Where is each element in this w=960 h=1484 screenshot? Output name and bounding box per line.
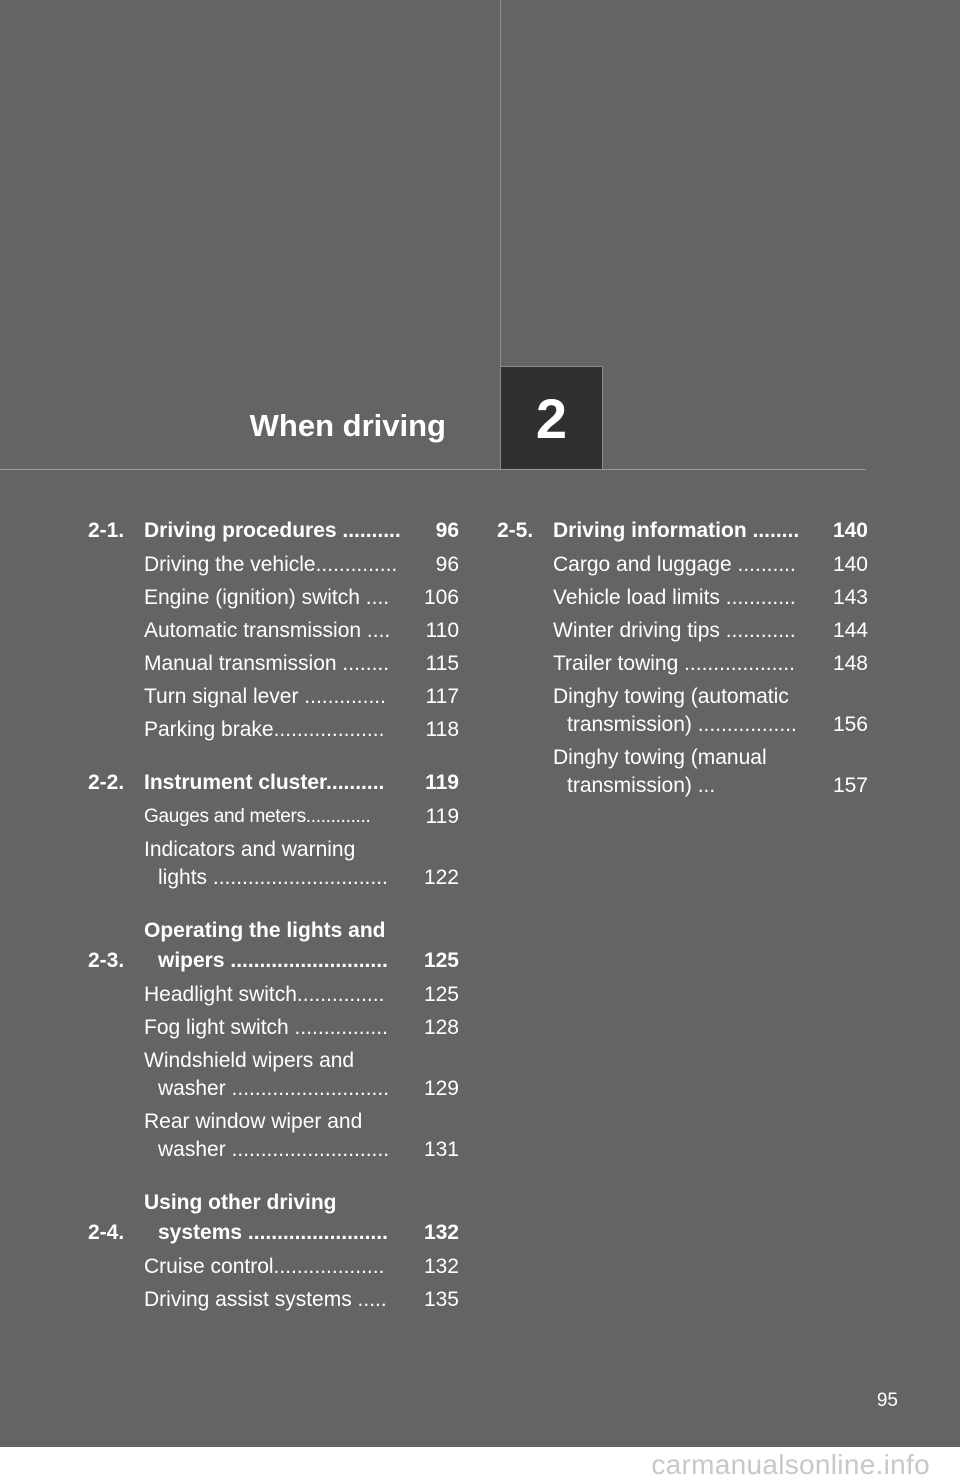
entry-page: 106 <box>423 586 459 609</box>
section-page: 132 <box>423 1221 459 1244</box>
entry-page: 129 <box>423 1077 459 1100</box>
entry-page: 135 <box>423 1288 459 1311</box>
section-page: 125 <box>423 949 459 972</box>
entry-page: 125 <box>423 983 459 1006</box>
entry-title: Parking brake................... <box>144 718 385 741</box>
entry-page: 122 <box>423 866 459 889</box>
entry-page: 156 <box>832 713 868 736</box>
toc-section-heading[interactable] <box>88 768 459 798</box>
section-number: 2-4. <box>88 1221 125 1244</box>
entry-title: Cruise control................... <box>144 1255 385 1278</box>
entry-page: 132 <box>423 1255 459 1278</box>
entry-page: 157 <box>832 774 868 797</box>
entry-page: 148 <box>832 652 868 675</box>
entry-title: Dinghy towing (manual transmission) ... <box>553 746 767 797</box>
entry-title: Rear window wiper and washer ........................... <box>144 1110 390 1161</box>
toc-entry[interactable] <box>88 1253 459 1281</box>
entry-title: Engine (ignition) switch .... <box>144 586 390 609</box>
section-title: Using other driving systems ........................ <box>144 1191 388 1244</box>
entry-title: Fog light switch ................ <box>144 1016 388 1039</box>
toc-entry[interactable] <box>88 683 459 711</box>
entry-page: 115 <box>425 652 459 675</box>
toc-entry[interactable] <box>88 1014 459 1042</box>
section-page: 140 <box>832 519 868 542</box>
section-title: Driving information ........ <box>553 519 800 542</box>
toc-entry[interactable] <box>497 551 868 579</box>
section-number: 2-3. <box>88 949 125 972</box>
section-title: Operating the lights and wipers ........................... <box>144 919 388 972</box>
toc-section-heading[interactable] <box>88 1188 459 1248</box>
entry-page: 140 <box>832 553 868 576</box>
toc-entry[interactable] <box>497 584 868 612</box>
entry-title: Winter driving tips ............ <box>553 619 796 642</box>
entry-title: Driving assist systems ..... <box>144 1288 387 1311</box>
entry-title: Cargo and luggage .......... <box>553 553 796 576</box>
entry-title: Indicators and warning lights .............................. <box>144 838 388 889</box>
toc-entry[interactable] <box>497 683 868 739</box>
watermark-strip <box>0 1447 960 1484</box>
entry-title: Manual transmission ........ <box>144 652 390 675</box>
toc-entry[interactable] <box>88 981 459 1009</box>
toc-entry[interactable] <box>88 617 459 645</box>
toc-entry[interactable] <box>88 836 459 892</box>
toc-entry[interactable] <box>88 1047 459 1103</box>
section-number: 2-1. <box>88 519 125 542</box>
entry-title: Driving the vehicle.............. <box>144 553 398 576</box>
toc-section-heading[interactable] <box>88 916 459 976</box>
chapter-number-badge: 2 <box>500 366 603 469</box>
entry-title: Windshield wipers and washer ........................... <box>144 1049 390 1100</box>
toc-entry[interactable] <box>88 716 459 744</box>
section-title: Instrument cluster.......... <box>144 771 385 794</box>
toc-section-heading[interactable] <box>88 516 459 546</box>
entry-title: Trailer towing ................... <box>553 652 795 675</box>
entry-title: Turn signal lever .............. <box>144 685 386 708</box>
toc-entry[interactable] <box>88 650 459 678</box>
horizontal-divider <box>0 469 866 470</box>
toc-entry[interactable] <box>88 1286 459 1314</box>
section-page: 96 <box>435 519 459 542</box>
section-number: 2-2. <box>88 771 125 794</box>
entry-title: Vehicle load limits ............ <box>553 586 796 609</box>
watermark-text: carmanualsonline.info <box>651 1449 930 1480</box>
entry-page: 144 <box>832 619 868 642</box>
entry-page: 143 <box>832 586 868 609</box>
section-page: 119 <box>425 771 459 794</box>
entry-page: 131 <box>423 1138 459 1161</box>
section-title: Driving procedures .......... <box>144 519 401 542</box>
toc-entry[interactable] <box>88 803 459 831</box>
entry-title: Dinghy towing (automatic transmission) ................. <box>553 685 797 736</box>
entry-title: Headlight switch............... <box>144 983 385 1006</box>
toc-entry[interactable] <box>88 551 459 579</box>
toc-left-column <box>88 516 459 1314</box>
entry-page: 118 <box>425 718 459 741</box>
entry-page: 110 <box>425 619 459 642</box>
entry-page: 128 <box>423 1016 459 1039</box>
toc-right-column <box>497 516 868 800</box>
toc-entry[interactable] <box>497 744 868 800</box>
page-number: 95 <box>876 1390 898 1411</box>
chapter-title: When driving <box>249 408 446 443</box>
entry-page: 96 <box>435 553 459 576</box>
section-number: 2-5. <box>497 519 534 542</box>
entry-title: Gauges and meters............. <box>144 806 371 827</box>
toc-entry[interactable] <box>497 617 868 645</box>
toc-section-heading[interactable] <box>497 516 868 546</box>
entry-page: 117 <box>425 685 459 708</box>
entry-page: 119 <box>425 805 459 828</box>
toc-entry[interactable] <box>88 584 459 612</box>
toc-entry[interactable] <box>497 650 868 678</box>
toc-entry[interactable] <box>88 1108 459 1164</box>
entry-title: Automatic transmission .... <box>144 619 391 642</box>
